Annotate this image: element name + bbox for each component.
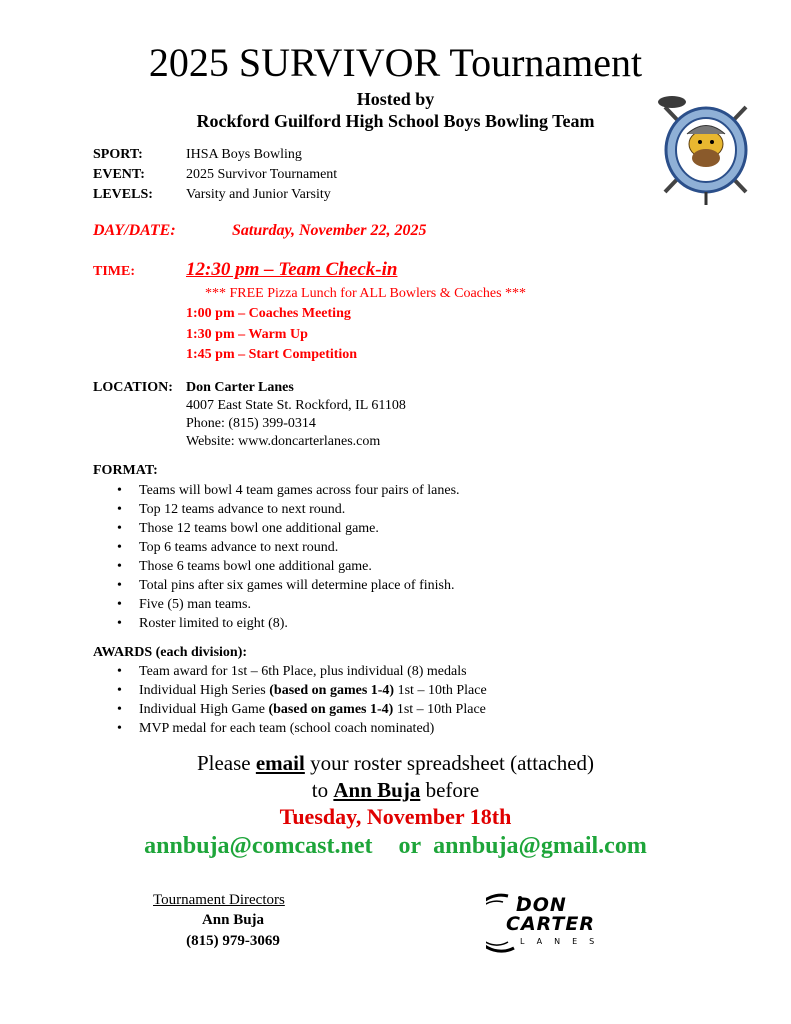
- sport-value: IHSA Boys Bowling: [186, 147, 302, 162]
- levels-label: LEVELS:: [93, 187, 153, 202]
- format-item: • Roster limited to eight (8).: [114, 614, 460, 633]
- logo-word-don: DON: [516, 894, 567, 916]
- award-text: 1st – 10th Place: [393, 702, 486, 717]
- page-title: 2025 SURVIVOR Tournament: [148, 40, 643, 85]
- format-item: • Those 6 teams bowl one additional game.: [114, 557, 460, 576]
- levels-value: Varsity and Junior Varsity: [186, 187, 331, 202]
- schedule-item: 1:30 pm – Warm Up: [186, 327, 308, 342]
- date-label: DAY/DATE:: [93, 222, 176, 239]
- directors-heading: Tournament Directors: [153, 892, 285, 908]
- award-item: [114, 700, 487, 719]
- deadline: Tuesday, November 18th: [279, 804, 512, 829]
- pizza-note: *** FREE Pizza Lunch for ALL Bowlers & Coaches ***: [205, 286, 527, 301]
- format-item: • Those 12 teams bowl one additional game.: [114, 519, 460, 538]
- don-carter-lanes-logo: [486, 888, 628, 954]
- guilford-vikings-logo: [650, 92, 762, 207]
- checkin-time: 12:30 pm – Team Check-in: [186, 259, 398, 280]
- location-phone: Phone: (815) 399-0314: [186, 416, 316, 431]
- email-line: [0, 831, 791, 861]
- cta-text: to: [311, 778, 334, 802]
- event-label: EVENT:: [93, 167, 145, 182]
- schedule-item: 1:45 pm – Start Competition: [186, 347, 358, 362]
- contact-name: Ann Buja: [333, 778, 421, 802]
- logo-word-lanes: LANES: [520, 937, 607, 946]
- cta-text: your roster spreadsheet (attached): [304, 751, 595, 775]
- host-name: Rockford Guilford High School Boys Bowling Team: [196, 111, 595, 131]
- cta-text: before: [420, 778, 480, 802]
- award-item: • Team award for 1st – 6th Place, plus individual (8) medals: [114, 662, 487, 681]
- awards-list: [114, 662, 487, 738]
- or-text: or: [398, 833, 422, 859]
- location-name: Don Carter Lanes: [186, 380, 294, 395]
- location-website: Website: www.doncarterlanes.com: [186, 434, 381, 449]
- format-item: • Teams will bowl 4 team games across four pairs of lanes.: [114, 481, 460, 500]
- format-item: • Total pins after six games will determine place of finish.: [114, 576, 460, 595]
- award-item: • MVP medal for each team (school coach nominated): [114, 719, 487, 738]
- award-text: Individual High Series: [139, 683, 270, 698]
- director-name: Ann Buja: [201, 912, 265, 928]
- award-text: Individual High Game: [139, 702, 269, 717]
- date-value: Saturday, November 22, 2025: [232, 222, 427, 239]
- format-item: • Five (5) man teams.: [114, 595, 460, 614]
- cta-text: Please: [196, 751, 256, 775]
- email-link[interactable]: email: [255, 751, 305, 775]
- email-address-2[interactable]: annbuja@gmail.com: [433, 833, 647, 859]
- format-item: • Top 12 teams advance to next round.: [114, 500, 460, 519]
- email-address-1[interactable]: annbuja@comcast.net: [144, 833, 373, 859]
- cta-line-2: [0, 777, 791, 803]
- time-label: TIME:: [93, 264, 135, 279]
- award-item: [114, 681, 487, 700]
- award-qualifier: (based on games 1-4): [269, 683, 395, 698]
- schedule-item: 1:00 pm – Coaches Meeting: [186, 306, 351, 321]
- event-value: 2025 Survivor Tournament: [186, 167, 338, 182]
- awards-label: AWARDS (each division):: [93, 645, 248, 660]
- award-text: 1st – 10th Place: [394, 683, 487, 698]
- award-qualifier: (based on games 1-4): [268, 702, 394, 717]
- location-label: LOCATION:: [93, 380, 173, 395]
- logo-word-carter: CARTER: [506, 913, 595, 935]
- format-label: FORMAT:: [93, 463, 158, 478]
- format-list: [114, 481, 460, 633]
- hosted-by: Hosted by: [356, 89, 435, 109]
- sport-label: SPORT:: [93, 147, 143, 162]
- format-item: • Top 6 teams advance to next round.: [114, 538, 460, 557]
- cta-line-1: [0, 750, 791, 776]
- director-phone: (815) 979-3069: [186, 933, 280, 949]
- location-address: 4007 East State St. Rockford, IL 61108: [186, 398, 406, 413]
